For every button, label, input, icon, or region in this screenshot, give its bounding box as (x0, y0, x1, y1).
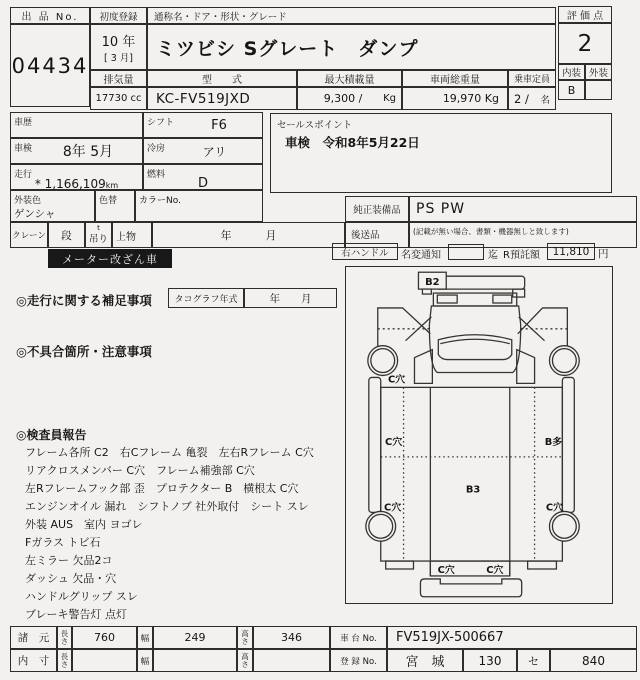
first-registration-year: 10 年 (101, 34, 136, 50)
until-label: 迄 (488, 250, 498, 261)
inspector-report-line: ダッシュ 欠品・穴 (25, 572, 117, 585)
chassis-number-label: 車 台 No. (330, 626, 387, 649)
right-handle-box: 右ハンドル (332, 243, 398, 260)
later-items-label: 後送品 (345, 222, 409, 248)
spec-width: 249 (153, 626, 237, 649)
inner-dim-row-label: 内 寸 (10, 649, 57, 672)
truck-diagram (345, 266, 613, 604)
color-no-label: カラーNo. (139, 196, 181, 206)
capacity-unit: 名 (540, 94, 550, 106)
displacement-value: 17730 cc (90, 87, 147, 110)
diagram-label-hole-front: C穴 (388, 374, 406, 386)
capacity-label: 乗車定員 (508, 70, 556, 87)
crane-step-cell: 段 (48, 222, 85, 248)
tachograph-value: 年 月 (244, 288, 337, 308)
registration-number: 840 (550, 649, 637, 672)
gross-weight-value: 19,970 Kg (402, 87, 508, 110)
score-value: 2 (558, 23, 612, 64)
shift-label: シフト (147, 118, 175, 128)
spec-length: 760 (72, 626, 137, 649)
color-no-cell (135, 190, 263, 222)
width-label: 幅 (137, 649, 153, 672)
exterior-color-cell (10, 190, 95, 222)
windshield (438, 335, 511, 360)
crane-lift-label: 吊り (88, 234, 108, 245)
history-cell (10, 112, 143, 138)
crane-ton-label: t (97, 224, 100, 232)
recolor-cell (95, 190, 135, 222)
first-registration-month: [ 3 月] (104, 52, 133, 64)
body-year: 年 (220, 229, 232, 242)
inspector-report-line: リアクロスメンバー C穴 フレーム補強部 C穴 (25, 464, 255, 477)
max-load-unit: Kg (383, 93, 396, 104)
fuel-label: 燃料 (147, 170, 166, 180)
rear-bumper (420, 579, 521, 597)
history-label: 車歴 (14, 118, 33, 128)
gross-weight-label: 車両総重量 (402, 70, 508, 87)
recolor-label: 色替 (99, 196, 118, 206)
rename-notice-label: 名変通知 (401, 250, 441, 261)
vehicle-name-label: 通称名・ドア・形状・グレード (147, 7, 556, 24)
vehicle-name: ミツビシ Sグレート ダンプ (147, 24, 556, 70)
lot-number: 04434 (10, 24, 90, 107)
inner-height (253, 649, 330, 672)
score-label: 評 価 点 (558, 6, 612, 23)
spec-row-label: 諸 元 (10, 626, 57, 649)
inner-width (153, 649, 237, 672)
inspection-value: 8年 5月 (62, 144, 114, 160)
front-bumper (435, 276, 524, 289)
sales-point-label: セールスポイント (277, 120, 353, 131)
mileage-unit: km (105, 181, 119, 190)
rename-notice-box (448, 244, 484, 260)
defects-heading: ◎不具合箇所・注意事項 (16, 344, 152, 359)
sales-point-box (270, 113, 612, 193)
height-label: 高さ (237, 626, 253, 649)
mileage-label: 走行 (14, 170, 33, 180)
registration-area: 宮 城 (387, 649, 463, 672)
exterior-color-value: ゲンシャ (14, 208, 56, 220)
cooling-label: 冷房 (147, 144, 166, 154)
right-rail (562, 377, 574, 512)
body-label-cell: 上物 (112, 222, 152, 248)
cooling-cell (143, 138, 263, 164)
diagram-label-body: B3 (465, 484, 481, 496)
inspector-report-line: 左ミラー 欠品2コ (25, 554, 113, 567)
inspector-report-line: 外装 AUS 室内 ヨゴレ (25, 518, 143, 531)
left-tank (414, 350, 432, 384)
body-month: 月 (265, 229, 277, 242)
right-fender (518, 308, 568, 347)
fuel-value: D (197, 176, 208, 191)
factory-equipment-label: 純正装備品 (345, 196, 409, 222)
inspector-report-line: ブレーキ警告灯 点灯 (25, 608, 128, 621)
inspector-heading: ◎検査員報告 (16, 428, 87, 442)
diagram-label-hole-left-low: C穴 (384, 502, 402, 514)
first-registration-label: 初度登録 (90, 7, 147, 24)
exterior-score (585, 80, 612, 100)
diagram-label-hole-rear-2: C穴 (486, 564, 504, 576)
fuel-cell (143, 164, 263, 190)
displacement-label: 排気量 (90, 70, 147, 87)
cooling-value: アリ (202, 144, 227, 159)
first-registration-value (90, 24, 147, 70)
diagram-label-dent-right: B多 (544, 436, 563, 448)
inspector-report-line: 左Rフレームフック部 歪 プロテクター B 横根太 C穴 (25, 482, 299, 495)
inspector-report-line: フレーム各所 C2 右Cフレーム 亀裂 左右Rフレーム C穴 (25, 446, 314, 459)
inspector-report-line: エンジンオイル 漏れ シフトノブ 社外取付 シート スレ (25, 500, 309, 513)
factory-equipment-value: PS PW (409, 196, 637, 222)
model-code: KC-FV519JXD (147, 87, 297, 110)
diagram-label-b2: B2 (425, 277, 440, 289)
sales-point-text: 車検 令和8年5月22日 (285, 135, 420, 150)
inspector-report-line: Fガラス トビ石 (25, 536, 101, 549)
exterior-label: 外装 (585, 64, 612, 80)
lot-number-label: 出 品 No. (10, 7, 90, 24)
inspection-cell (10, 138, 143, 164)
capacity-number: 2 / (514, 91, 529, 106)
width-label: 幅 (137, 626, 153, 649)
inspector-report-line: ハンドルグリップ スレ (25, 590, 138, 603)
interior-score: B (558, 80, 585, 100)
later-items-note: (記載が無い場合、書類・機器無しと致します) (409, 222, 637, 248)
mileage-cell (10, 164, 143, 190)
crane-lift-cell (85, 222, 112, 248)
shift-value: F6 (211, 117, 227, 133)
diagram-label-hole-rear-1: C穴 (437, 564, 455, 576)
body-year-month-cell (152, 222, 345, 248)
height-label: 高さ (237, 649, 253, 672)
spec-height: 346 (253, 626, 330, 649)
capacity-value (508, 87, 556, 110)
mileage-note-heading: ◎走行に関する補足事項 (16, 293, 152, 308)
inspector-report (16, 426, 348, 624)
length-label: 長さ (57, 626, 72, 649)
interior-label: 内装 (558, 64, 585, 80)
left-fender (378, 308, 431, 347)
diagram-label-hole-left-mid: C穴 (385, 436, 403, 448)
inner-length (72, 649, 137, 672)
recycle-deposit-value: 11,810 (547, 243, 595, 260)
crane-label: クレーン (10, 222, 48, 248)
length-label: 長さ (57, 649, 72, 672)
shift-cell (143, 112, 263, 138)
model-code-label: 型 式 (147, 70, 297, 87)
diagram-label-hole-right-low: C穴 (545, 502, 564, 514)
registration-kana: セ (517, 649, 550, 672)
registration-number-label: 登 録 No. (330, 649, 387, 672)
registration-class: 130 (463, 649, 517, 672)
recycle-deposit-label: R預託額 (503, 250, 540, 261)
meter-tampered-badge: メーター改ざん車 (48, 249, 172, 268)
inspection-label: 車検 (14, 144, 33, 154)
chassis-number: FV519JX-500667 (387, 626, 637, 649)
max-load-label: 最大積載量 (297, 70, 402, 87)
yen-label: 円 (598, 248, 609, 260)
max-load-value (297, 87, 402, 110)
max-load-number: 9,300 / (323, 92, 363, 105)
tachograph-label: タコグラフ年式 (168, 288, 244, 308)
exterior-color-label: 外装色 (14, 196, 42, 206)
mileage-value: * 1,166,109 (34, 177, 106, 191)
left-rail (369, 377, 381, 512)
